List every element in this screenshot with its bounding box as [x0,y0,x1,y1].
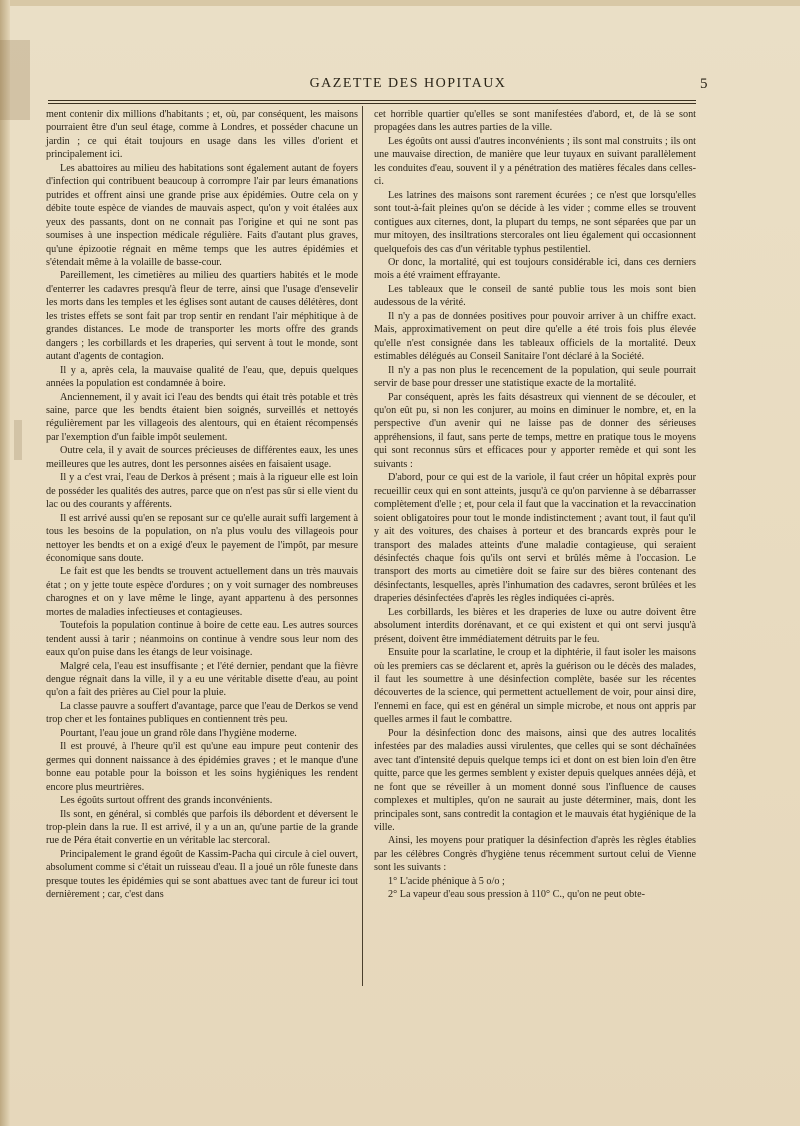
paragraph: Les égoûts ont aussi d'autres inconvénients ; ils sont mal construits ; ils ont une mauvaise direction, de manière que leur tuyaux en suivant parallèlement les conduites d'eau, souvent il y a pénétration des matières fécales dans celles-ci. [374,135,696,188]
paragraph: Il n'y a pas non plus le recencement de la population, qui seule pourrait servir de base pour dresser une statistique exacte de la mortalité. [374,364,696,390]
paragraph: Malgré cela, l'eau est insuffisante ; et l'été dernier, pendant que la fièvre dengue régnait dans la ville, il y a eu une véritable disette d'eau, au point qu'on a fait des prières au Ciel pour la pluie. [46,660,358,699]
paragraph: Ils sont, en général, si comblés que parfois ils débordent et déversent le trop-plein dans la rue. Il est arrivé, il y a un an, qu'une partie de la grande rue de Péra était convertie en un véritable lac stercoral. [46,808,358,847]
paragraph: Par conséquent, après les faits désastreux qui viennent de se découler, et qu'on eût pu, si non les conjurer, au moins en diminuer le nombre, et, en la perspective d'un avenir qui ne laisse pas de donner des sérieuses appréhensions, il faut, sans perte de temps, mettre en pratique tous le moyens qui sont reconnus sûrs et efficaces pour y apporter remède et qui sont les suivants : [374,391,696,470]
paragraph: Toutefois la population continue à boire de cette eau. Les autres sources tendent aussi à tarir ; néanmoins on continue à vendre sous leur nom des eaux qu'on puise dans les étangs de leur voisinage. [46,620,358,659]
paragraph: 1° L'acide phénique à 5 o/o ; [388,875,505,887]
paper-top-edge [0,0,800,6]
paper-left-edge [0,0,10,1126]
paragraph: Les tableaux que le conseil de santé publie tous les mois sont bien audessous de la vérité. [374,283,696,309]
left-column [46,108,358,902]
paragraph: ment contenir dix millions d'habitants ; et, où, par conséquent, les maisons pourraient être d'un seul étage, comme à Londres, et posséder chacune un jardin ; ce qui était toujours en usage dans les villes d'orient et principalement ici. [46,109,358,161]
paragraph: Pareillement, les cimetières au milieu des quartiers habités et le mode d'enterrer les cadavres presqu'à fleur de terre, ainsi que l'usage d'ensevelir les morts dans les temples et les églises sont autant de causes délétères, dont les tristes effets se sont fait par trop sentir en rendant l'air méphitique à de grandes distances. Le mode de transporter les morts offre des grands dangers ; les corbillards et les draperies, qui servent à tout le monde, sont autant d'agents de contagion. [46,270,358,363]
journal-title: GAZETTE DES HOPITAUX [309,76,507,91]
paragraph: Il est prouvé, à l'heure qu'il est qu'une eau impure peut contenir des germes qui donnent naissance à des épidémies graves ; et le manque d'une bonne eau potable pour la boisson et les soins hygiéniques les rendent encore plus meurtrières. [46,741,358,793]
paragraph: Pourtant, l'eau joue un grand rôle dans l'hygiène moderne. [60,727,297,739]
header-rule [48,100,696,101]
paragraph: Les latrines des maisons sont rarement écurées ; ce n'est que lorsqu'elles sont tout-à-fait pleines qu'on se décide à les vider ; comme elles se trouvent contigues aux citernes, dont, la plupart du temps, ne sont séparées que par un mur mitoyen, des insiltrations stercorales ont lieu également qui occasionnent quelquefois des cas d'un véritable typhus pestilentiel. [374,189,696,255]
paragraph: Les égoûts surtout offrent des grands inconvénients. [60,795,273,807]
paper-stain [0,40,30,120]
running-header [40,72,740,102]
paragraph: Il y a, après cela, la mauvaise qualité de l'eau, que, depuis quelques années la population est condamnée à boire. [46,364,358,390]
paragraph: Anciennement, il y avait ici l'eau des bendts qui était très potable et très saine, parce que les bendts étaient bien soignés, surveillés et nettoyés régulièrement par les villageois des alentours, qui en étaient récompensés par l'exemption d'un faible impôt seulement. [46,391,358,443]
paragraph: Outre cela, il y avait de sources précieuses de différentes eaux, les unes meilleures que les autres, dont les personnes aisées en faisaient usage. [46,445,358,470]
paragraph: Il est arrivé aussi qu'en se reposant sur ce qu'elle aurait suffi largement à tous les besoins de la population, on n'a plus voulu des villageois pour nettoyer les bendts et on a exigé d'eux le payement de l'impôt, par mesure économique sans doute. [46,512,358,564]
paragraph: Les abattoires au milieu des habitations sont également autant de foyers d'infection qui contribuent beaucoup à corrompre l'air par leurs émanations putrides et offrent ainsi une grande prise aux épidémies. Outre cela on y débite toute espèce de viandes de mauvais aspect, qu'on y voit étalées aux yeux des passants, dont on ne connait pas l'origine et qui ne sont pas soumises à une inspection médicale régulière. Faits d'autant plus graves, qu'une épizootie régnait en même temps que les autres épidémies et s'étendait même à la volaille de basse-cour. [46,162,358,268]
column-divider [362,106,363,986]
paragraph: Or donc, la mortalité, qui est toujours considérable ici, dans ces derniers mois a été vraiment effrayante. [374,256,696,282]
paragraph: cet horrible quartier qu'elles se sont manifestées d'abord, et, de là se sont propagées dans les autres parties de la ville. [374,109,696,134]
paragraph: 2° La vapeur d'eau sous pression à 110° C., qu'on ne peut obte- [388,889,646,901]
page-number: 5 [700,76,708,92]
paragraph: Les corbillards, les bières et les draperies de luxe ou autre doivent être absolument interdits dorénavant, et ce qui existent et qui ont servi jusqu'à présent, doivent être immédiatement détruits par le feu. [374,606,696,645]
paragraph: Pour la désinfection donc des maisons, ainsi que des autres localités infestées par des maladies aussi virulentes, que celles qui se sont déchaînées avec tant d'intensité depuis quelque temps ici et dont on est bien loin d'en être quitte, parce que les germes semblent y exister depuis quelques années déjà, et ne font que se réveiller à un moment donné sous l'influence de causes complexes et multiples, qu'on ne saurait au juste déterminer, mais, dont les principales sont, sans contredit la contagion et le mauvais état hygiénique de la ville. [374,727,696,834]
paragraph: D'abord, pour ce qui est de la variole, il faut créer un hôpital exprès pour recueillir ceux qui en sont atteints, jusqu'à ce qu'on parvienne à se débarrasser complètement d'elle ; et, pour cela il faut que la vaccination et la revaccination soient obligatoires pour tout le monde indistinctement ; avant tout, il faut qu'il y ait des voitures, des chaises à porteur et des brancards exprès pour le transport des malades atteints d'une maladie contagieuse, qui seraient désinfectés chaque fois qu'ils ont servi et brûlés même à l'occasion. Le transport des morts au cimetière doit se faire sur des bières contenant des désinfectants, lesquelles, après l'inhumation des cadavres, seront brûlées et les draperies désinfectées d'après les règles indiquées ci-après. [374,472,696,605]
paragraph: Ainsi, les moyens pour pratiquer la désinfection d'après les règles établies par les célèbres Congrès d'hygiène tenus récemment surtout celui de Vienne sont les suivants : [374,835,696,874]
paragraph: Il n'y a pas de données positives pour pouvoir arriver à un chiffre exact. Mais, approximativement on peut dire qu'elle a été trois fois plus élevée qu'elle n'est consignée dans les tableaux officiels de la mortalité. Deux estimables délégués au Conseil Sanitaire l'ont déclaré à la Société. [374,310,696,363]
header-rule [48,103,696,104]
paper-stain [14,420,22,460]
paragraph: Principalement le grand égoût de Kassim-Pacha qui circule à ciel ouvert, absolument comme si c'était un ruisseau d'eau. Il a joué un rôle funeste dans presque toutes les épidémies qui se sont abattues avec tant de fureur ici tout dernièrement ; car, c'est dans [46,848,358,901]
right-column [374,108,696,902]
paragraph: Ensuite pour la scarlatine, le croup et la diphtérie, il faut isoler les maisons où les premiers cas se déclarent et, après la guérison ou le décès des malades, il faut les soumettre à une désinfection complète, basée sur les récentes découvertes de la science, qui permettent actuellement de voir, pour ainsi dire, l'ennemi en face, qui est en général un simple microbe, et nous ont appris par quelles armes il faut le combattre. [374,647,696,726]
paragraph: La classe pauvre a souffert d'avantage, parce que l'eau de Derkos se vend trop cher et les fontaines publiques en contiennent très peu. [46,700,358,726]
paragraph: Il y a c'est vrai, l'eau de Derkos à présent ; mais à la rigueur elle est loin de posséder les qualités des autres, parce que on n'est pas sûr si elle vient du lac ou des courants y afférents. [46,472,358,511]
paragraph: Le fait est que les bendts se trouvent actuellement dans un très mauvais état ; on y jette toute espèce d'ordures ; on y voit surnager des nombreuses charognes et on y lave même le linge, ayant appartenu à des personnes mortes de maladies infectieuses et contagieuses. [46,566,358,618]
